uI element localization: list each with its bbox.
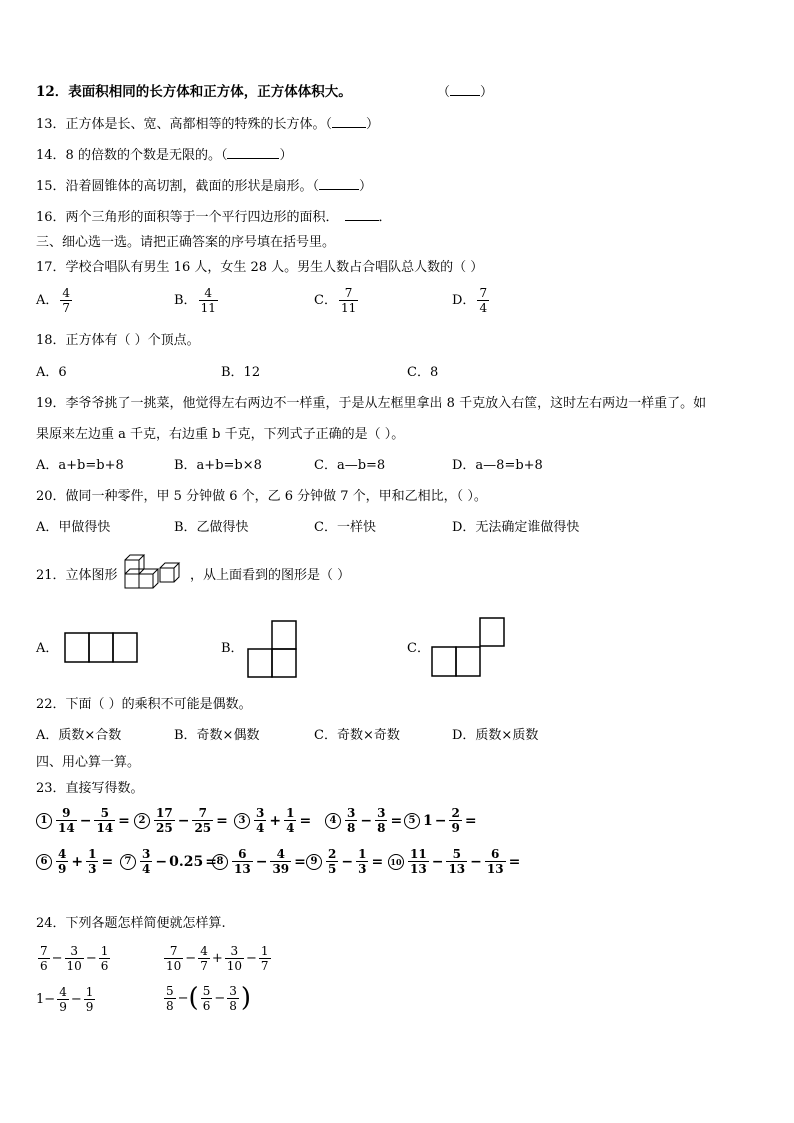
q14-answer-blank[interactable] [227,146,279,159]
q21-option-b-label[interactable]: B． [221,641,244,656]
q19-option-c[interactable]: C．a—b=8 [314,458,386,473]
q23-item-4: 4 $\frac{3}{8}$ − $\frac{3}{8}$ = [325,806,403,835]
q21-solid-figure [124,552,186,596]
q23-num-1: 1 [36,813,52,829]
q19-option-d[interactable]: D．a—8=b+8 [452,458,543,473]
q12-answer[interactable]: （ ） [437,85,494,100]
q23-item-6: 6 $\frac{4}{9}$ + $\frac{1}{3}$ = [36,847,114,876]
q23-num-7: 7 [120,854,136,870]
q21-option-c-figure[interactable] [431,617,507,679]
q21-option-b-figure[interactable] [246,620,298,680]
q23-num-5: 5 [404,813,420,829]
q12 [36,83,352,101]
q22-option-d[interactable]: D．质数×质数 [452,728,539,743]
q23-item-2: 2 $\frac{17}{25}$ − $\frac{7}{25}$ = [134,806,229,835]
q12-text: 12．表面积相同的长方体和正方体，正方体体积大。 [36,84,352,100]
q24-problem-2: $\frac{7}{10}$ − $\frac{4}{7}$ + $\frac{3}{10}$ − $\frac{1}{7}$ [166,944,269,973]
q24-problem-3: 1 − $\frac{4}{9}$ − $\frac{1}{9}$ [36,985,94,1014]
q23-item-1: 1 $\frac{9}{14}$ − $\frac{5}{14}$ = [36,806,131,835]
q23-num-2: 2 [134,813,150,829]
q17-option-c[interactable]: C． $\frac{7}{11}$ [314,286,357,315]
q20-option-a[interactable]: A．甲做得快 [36,520,111,535]
q23-num-3: 3 [234,813,250,829]
q23-num-8: 8 [212,854,228,870]
section-4-heading: 四、用心算一算。 [36,755,141,770]
q16: 16．两个三角形的面积等于一个平行四边形的面积． ． [36,210,392,225]
q16-answer-blank[interactable] [345,208,379,221]
q23-num-10: 10 [388,854,404,870]
q23-num-4: 4 [325,813,341,829]
q21-suffix: ，从上面看到的图形是（ ） [190,568,351,583]
q22-option-a[interactable]: A．质数×合数 [36,728,122,743]
q19-line2: 果原来左边重 a 千克，右边重 b 千克，下列式子正确的是（ ）。 [36,427,405,442]
q18-option-b[interactable]: B．12 [221,365,261,380]
q23-item-8: 8 $\frac{6}{13}$ − $\frac{4}{39}$ = [212,847,307,876]
q17-option-d[interactable]: D． $\frac{7}{4}$ [452,286,488,315]
q21-option-a-label[interactable]: A． [36,641,59,656]
q13-answer-blank[interactable] [332,115,366,128]
q22-option-c[interactable]: C．奇数×奇数 [314,728,400,743]
q13: 13．正方体是长、宽、高都相等的特殊的长方体。（ ） [36,117,380,132]
q23-num-9: 9 [306,854,322,870]
q17: 17．学校合唱队有男生 16 人，女生 28 人。男生人数占合唱队总人数的（ ） [36,260,484,275]
q21: 21．立体图形 [36,568,118,583]
q23-item-3: 3 $\frac{3}{4}$ + $\frac{1}{4}$ = [234,806,312,835]
q18: 18．正方体有（ ）个顶点。 [36,333,200,348]
q22-option-b[interactable]: B．奇数×偶数 [174,728,260,743]
q20-option-c[interactable]: C．一样快 [314,520,376,535]
q19-line1: 19．李爷爷挑了一挑菜，他觉得左右两边不一样重，于是从左框里拿出 8 千克放入右筐，这时左右两边一样重了。如 [36,396,707,411]
q15: 15．沿着圆锥体的高切割，截面的形状是扇形。（ ） [36,179,373,194]
q23: 23．直接写得数。 [36,781,144,796]
q20: 20．做同一种零件，甲 5 分钟做 6 个，乙 6 分钟做 7 个，甲和乙相比，（ ）。 [36,489,487,504]
q18-option-c[interactable]: C．8 [407,365,439,380]
section-3-heading: 三、细心选一选。请把正确答案的序号填在括号里。 [36,235,336,250]
q23-item-10: 10 $\frac{11}{13}$ − $\frac{5}{13}$ − $\frac{6}{13}$ = [388,847,521,876]
q21-option-a-figure[interactable] [64,632,138,664]
q24-problem-4: $\frac{5}{8}$ − ( $\frac{5}{6}$ − $\frac{3}{8}$ ) [166,983,252,1013]
q20-option-d[interactable]: D．无法确定谁做得快 [452,520,580,535]
q22: 22．下面（ ）的乘积不可能是偶数。 [36,697,252,712]
q21-option-c-label[interactable]: C． [407,641,430,656]
q19-option-b[interactable]: B．a+b=b×8 [174,458,262,473]
q17-option-a[interactable]: A． $\frac{4}{7}$ [36,286,71,315]
q23-item-9: 9 $\frac{2}{5}$ − $\frac{1}{3}$ = [306,847,384,876]
q18-option-a[interactable]: A．6 [36,365,67,380]
q17-option-b[interactable]: B． $\frac{4}{11}$ [174,286,216,315]
q15-answer-blank[interactable] [319,177,359,190]
q23-item-7: 7 $\frac{3}{4}$ − 0.25 = [120,847,218,876]
q19-option-a[interactable]: A．a+b=b+8 [36,458,124,473]
q23-item-5: 5 1 − $\frac{2}{9}$ = [404,806,478,835]
q24: 24．下列各题怎样简便就怎样算. [36,916,226,931]
q23-num-6: 6 [36,854,52,870]
q24-problem-1: $\frac{7}{6}$ − $\frac{3}{10}$ − $\frac{1}{6}$ [40,944,109,973]
q14: 14．8 的倍数的个数是无限的。（ ） [36,148,293,163]
q20-option-b[interactable]: B．乙做得快 [174,520,249,535]
